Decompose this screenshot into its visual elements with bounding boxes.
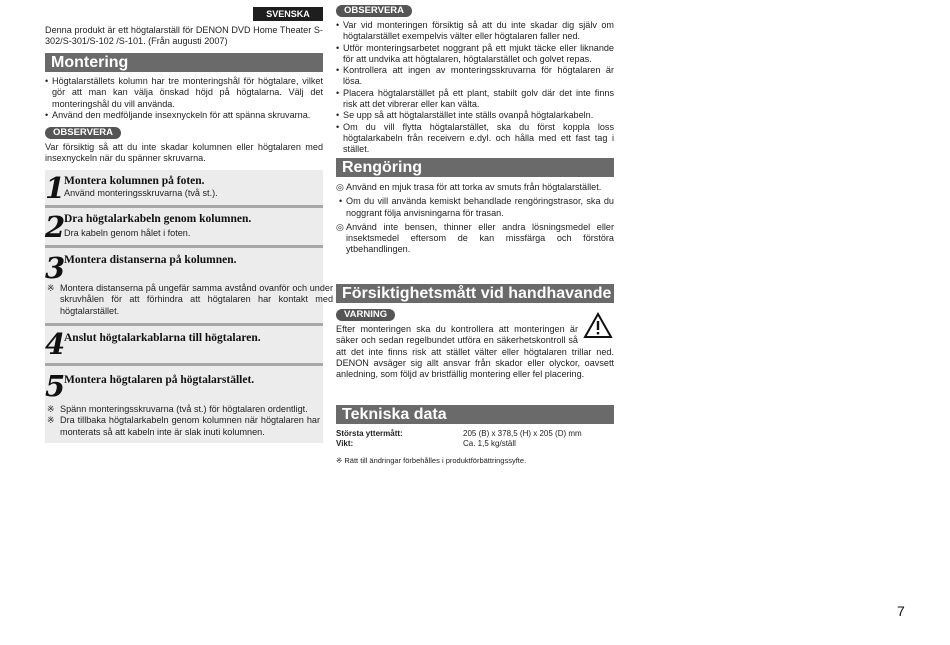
varning-badge: VARNING [336,309,395,321]
observera-text-left: Var försiktig så att du inte skadar kolumnen eller högtalaren med insexnyckeln när du spänner skruvarna. [45,142,323,164]
spec-label: Vikt: [336,439,354,448]
step-4 [45,326,323,363]
rengoring-content [336,182,614,256]
note-marker: ※ [336,456,343,465]
circle-item [336,182,614,193]
step-number: 1 [45,171,66,205]
bullet-item: • Kontrollera att ingen av monteringsskruvarna för högtalaren är lösa. [336,65,614,88]
step-title: Montera distanserna på kolumnen. [64,254,237,266]
circle-marker: ◎ [336,221,344,232]
observera-badge-left: OBSERVERA [45,127,121,139]
step-note [47,404,320,415]
step-1 [45,170,323,205]
bullet-item: • Utför monteringsarbetet noggrant på ett mjukt täcke eller liknande för att undvika att högtalaren, högtalarstället och golvet repas. [336,43,614,66]
spec-value: Ca. 1,5 kg/ställ [463,439,516,448]
forsiktighet-text [336,324,614,380]
bullet-item: • Om du vill använda kemiskt behandlade rengöringstrasor, ska du noggrant följa anvisningarna för trasan. [339,196,614,219]
step-number: 4 [45,327,66,361]
intro-text: Denna produkt är ett högtalarställ för DENON DVD Home Theater S-302/S-301/S-102 /S-101. (Från augusti 2007) [45,25,323,47]
forsiktighet-body: Efter monteringen ska du kontrollera att monteringen är säker och sedan regelbundet utföra en säkerhetskontroll så att det inte finns risk att stället välter eller högtalaren trillar ned. DENON avsäger sig allt ansvar från skador eller olyckor, oavsett anledning, som följd av bristfällig montering eller fel placering. [336,324,614,380]
note-text: Montera distanserna på ungefär samma avstånd ovanför och under skruvhålen för att förhindra att högtalaren har kontakt med högtalarstället. [60,283,333,316]
step-subtitle: Dra kabeln genom hålet i foten. [64,228,191,238]
section-heading-forsiktighet: Försiktighetsmått vid handhavande [336,284,614,303]
step-notes [47,404,320,438]
step-3 [45,248,333,323]
section-heading-rengoring: Rengöring [336,158,614,177]
circle-item-text: Använd en mjuk trasa för att torka av smuts från högtalarstället. [346,182,602,192]
step-note [47,415,320,438]
bullet-item: • Högtalarställets kolumn har tre monteringshål för högtalare, vilket gör att man kan välja önskad höjd på högtalarna. Välj det monteringshål du vill använda. [45,76,323,110]
note-marker: ※ [47,415,55,426]
language-tab: SVENSKA [253,7,323,21]
step-title: Montera högtalaren på högtalarstället. [64,374,255,386]
spec-value: 205 (B) x 378,5 (H) x 205 (D) mm [463,429,582,438]
footnote-text: Rätt till ändringar förbehålles i produktförbättringssyfte. [344,456,527,465]
circle-item-text: Använd inte bensen, thinner eller andra lösningsmedel eller insektsmedel eftersom de kan missfärga och förstöra ytbehandlingen. [346,221,614,255]
step-title: Montera kolumnen på foten. [64,175,205,187]
bullet-item: • Placera högtalarstället på ett plant, stabilt golv där det inte finns risk att det vibrerar eller kan välta. [336,88,614,111]
step-number: 3 [45,251,66,285]
step-note [47,283,333,317]
spec-row [336,439,614,449]
montering-bullets [45,76,323,121]
note-marker: ※ [47,404,55,414]
spec-footnote [336,456,614,466]
step-number: 2 [45,210,66,244]
note-text: Dra tillbaka högtalarkabeln genom kolumnen när högtalaren har monterats så att kabeln inte är slak inuti kolumnen. [60,415,320,437]
spec-table [336,429,614,449]
spec-label: Största yttermått: [336,429,403,438]
circle-marker: ◎ [336,182,344,192]
step-number: 5 [45,369,66,403]
bullet-item: • Se upp så att högtalarstället inte ställs ovanpå högtalarkabeln. [336,110,614,121]
observera-bullets-right [336,20,614,156]
bullet-item: • Använd den medföljande insexnyckeln för att spänna skruvarna. [45,110,323,121]
step-2 [45,208,323,245]
circle-item [336,222,614,256]
note-marker: ※ [47,283,55,293]
spec-row [336,429,614,439]
section-heading-tekniska: Tekniska data [336,405,614,424]
page-number: 7 [897,603,905,619]
bullet-item: • Var vid monteringen försiktig så att du inte skadar dig själv om högtalarstället exempelvis välter eller högtalaren faller ned. [336,20,614,43]
step-title: Dra högtalarkabeln genom kolumnen. [64,213,252,225]
step-title: Anslut högtalarkablarna till högtalaren. [64,332,261,344]
observera-badge-right: OBSERVERA [336,5,412,17]
step-subtitle: Använd monteringsskruvarna (två st.). [64,188,218,198]
bullet-item: • Om du vill flytta högtalarstället, ska du först koppla loss högtalarkabeln från receivern e.dyl. och hålla med ett fast tag i stället. [336,122,614,156]
section-heading-montering: Montering [45,53,323,72]
note-text: Spänn monteringsskruvarna (två st.) för högtalaren ordentligt. [60,404,308,414]
step-5 [45,366,323,443]
